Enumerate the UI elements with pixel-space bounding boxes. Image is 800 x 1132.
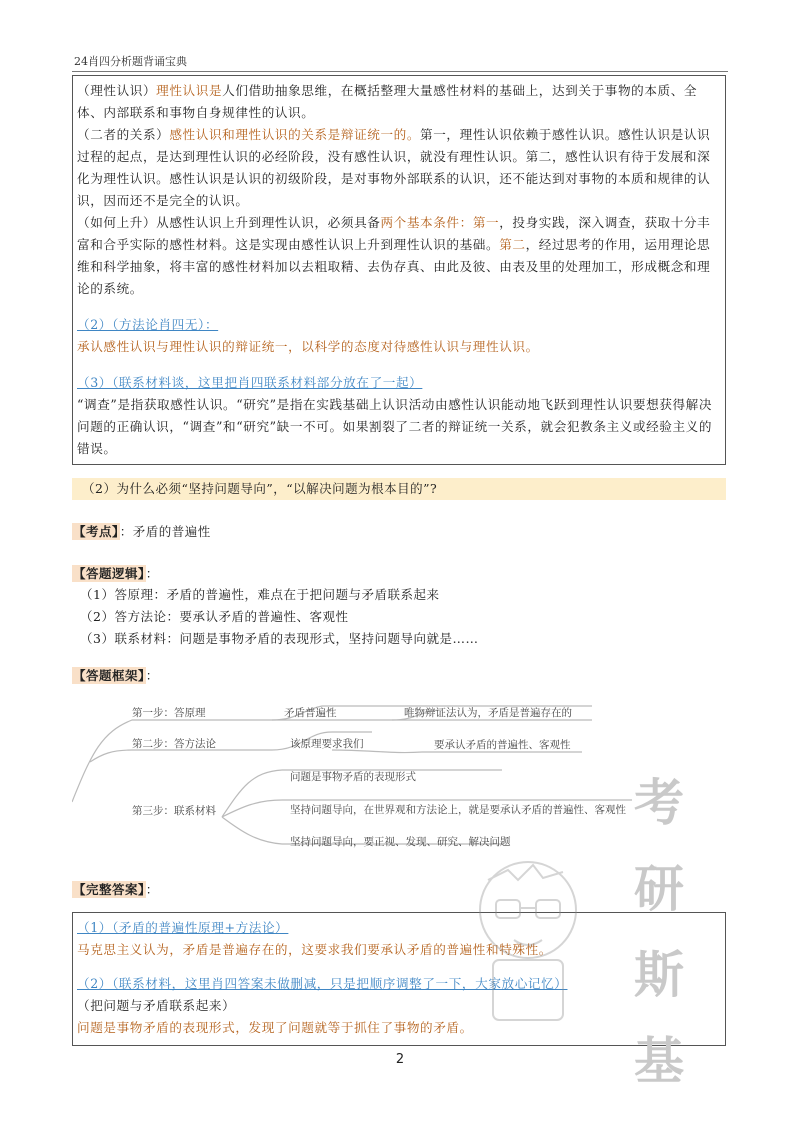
- header-divider: [72, 71, 728, 72]
- list-item: （2）答方法论：要承认矛盾的普遍性、客观性: [80, 609, 349, 624]
- cognition-box: [72, 75, 726, 465]
- step1-statement: 唯物辩证法认为，矛盾是普遍存在的: [404, 707, 572, 719]
- step3-label: 第三步：联系材料: [132, 805, 216, 817]
- step2-statement: 要承认矛盾的普遍性、客观性: [434, 739, 571, 751]
- paragraph-how-to-rise: [77, 212, 721, 300]
- full-answer-heading: [72, 880, 159, 898]
- step2-requirement: 该原理要求我们: [290, 738, 364, 750]
- running-header: 24肖四分析题背诵宝典: [74, 55, 187, 68]
- step3-item-3: 坚持问题导向，要正视、发现、研究、解决问题: [290, 836, 511, 848]
- cartoon-boy-watermark: [448, 850, 628, 1050]
- answer-subheading-1: （1）（矛盾的普遍性原理+方法论）: [77, 920, 289, 935]
- highlight: 理性认识是: [156, 83, 223, 98]
- text: 第一，理性认识依赖于感性认识。感性认识是认识过程的起点，是达到理性认识的必经阶段，没有感性认识，就没有理性认识。第二，感性认识有待于发展和深化为理性认识。感性认识是认识的初级阶段，是对事物外部联系的认识，还不能达到对事物的本质和规律的认识，因而还不是完全的认识。: [77, 127, 711, 208]
- highlight: 感性认识和理性认识的关系是辩证统一的。: [169, 127, 421, 142]
- step1-principle: 矛盾普遍性: [284, 707, 337, 719]
- subheading-material: （3）（联系材料谈，这里把肖四联系材料部分放在了一起）: [77, 375, 423, 390]
- text: ，经过思考的作用，运用理论思维和科学抽象，将丰富的感性材料加以去粗取精、去伪存真、由此及彼、由表及里的处理加工，形成概念和理论的系统。: [77, 237, 711, 296]
- answer-logic-heading: [72, 564, 159, 582]
- paragraph-rational-cognition: [77, 80, 721, 124]
- exam-point: [72, 522, 211, 540]
- answer-subheading-2: （2）（联系材料，这里肖四答案未做删减，只是把顺序调整了一下，大家放心记忆）: [77, 976, 568, 991]
- paragraph-material: “调查”是指获取感性认识。“研究”是指在实践基础上认识活动由感性认识能动地飞跃到理性认识要想获得解决问题的正确认识，“调查”和“研究”缺一不可。如果割裂了二者的辩证统一关系，就会犯教条主义或经验主义的错误。: [77, 397, 713, 456]
- tag-framework: 【答题框架】: [73, 668, 145, 683]
- watermark-char: 研: [634, 859, 684, 918]
- answer-line-2: （把问题与矛盾联系起来）: [77, 998, 236, 1013]
- step3-item-2: 坚持问题导向，在世界观和方法论上，就是要承认矛盾的普遍性、客观性: [290, 804, 626, 816]
- step2-label: 第二步：答方法论: [132, 738, 216, 750]
- answer-line-1: 马克思主义认为，矛盾是普遍存在的，这要求我们要承认矛盾的普遍性和特殊性。: [77, 942, 552, 957]
- tag-exam-point: 【考点】: [73, 524, 119, 539]
- page-number: 2: [395, 1052, 405, 1067]
- list-item: （3）联系材料：问题是事物矛盾的表现形式，坚持问题导向就是……: [80, 631, 479, 646]
- question-heading: （2）为什么必须“坚持问题导向”，“以解决问题为根本目的”?: [72, 478, 726, 500]
- subheading-methodology: （2）（方法论肖四无）：: [77, 317, 219, 332]
- tag-answer-logic: 【答题逻辑】: [73, 566, 145, 581]
- answer-framework-mindmap: [72, 692, 672, 862]
- highlight: 两个基本条件：第一: [380, 215, 500, 230]
- watermark-char: 基: [634, 1031, 684, 1090]
- colon: ：: [145, 882, 159, 897]
- watermark-char: 斯: [634, 945, 684, 1004]
- label: （二者的关系）: [77, 127, 170, 142]
- text: ，投身实践，深入调查，获取十分丰富和合乎实际的感性材料。这是实现由感性认识上升到理性认识的基础。: [77, 215, 711, 252]
- exam-point-text: ：矛盾的普遍性: [119, 524, 211, 539]
- list-item: （1）答原理：矛盾的普遍性，难点在于把问题与矛盾联系起来: [80, 587, 440, 602]
- answer-line-3: 问题是事物矛盾的表现形式，发现了问题就等于抓住了事物的矛盾。: [77, 1020, 473, 1035]
- watermark-char: 考: [634, 773, 684, 832]
- framework-heading: [72, 666, 159, 684]
- label: （如何上升）从感性认识上升到理性认识，必须具备: [77, 215, 381, 230]
- step1-label: 第一步：答原理: [132, 707, 206, 719]
- text: 人们借助抽象思维，在概括整理大量感性材料的基础上，达到关于事物的本质、全体、内部联系和事物自身规律性的认识。: [77, 83, 698, 120]
- paragraph-relationship: [77, 124, 721, 212]
- step3-item-1: 问题是事物矛盾的表现形式: [290, 771, 416, 783]
- colon: ：: [145, 566, 159, 581]
- label: （理性认识）: [77, 83, 157, 98]
- tag-full-answer: 【完整答案】: [73, 882, 145, 897]
- colon: ：: [145, 668, 159, 683]
- highlight: 第二: [499, 237, 526, 252]
- answer-logic-list: [80, 584, 478, 650]
- paragraph-methodology: 承认感性认识与理性认识的辩证统一，以科学的态度对待感性认识与理性认识。: [77, 339, 539, 354]
